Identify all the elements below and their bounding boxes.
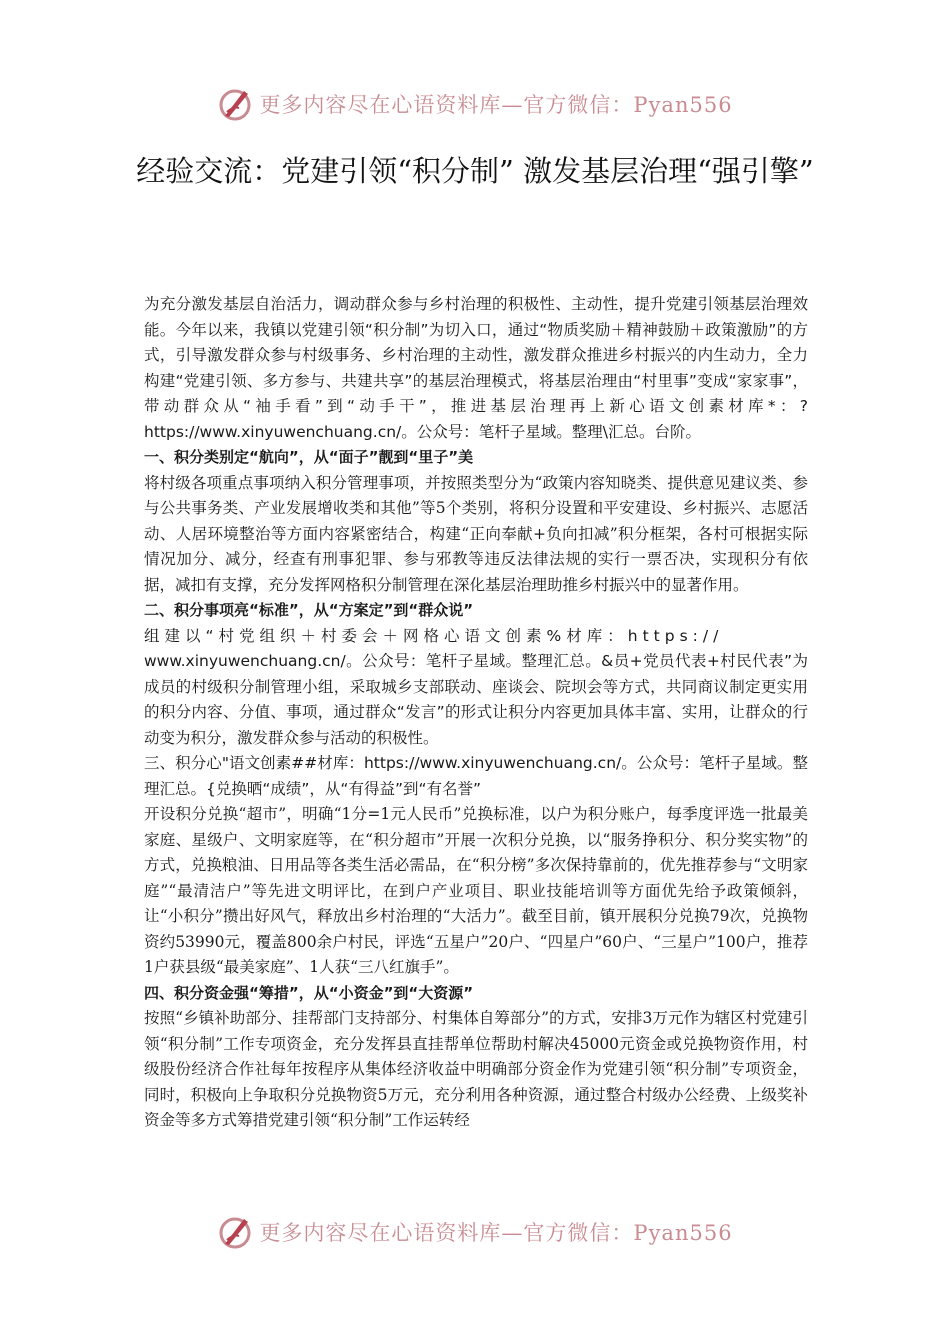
section-2-body: www.xinyuwenchuang.cn/。公众号：笔杆子星域。整理汇总。&员+党员代表+村民代表”为成员的村级积分制管理小组，采取城乡支部联动、座谈会、院坝会等方式，共同商议制定更实用的积分内容、分值、事项，通过群众“发言”的形式让积分内容更加具体丰富、实用，让群众的行动变为积分，激发群众参与活动的积极性。 bbox=[144, 652, 808, 747]
document-title: 经验交流：党建引领“积分制” 激发基层治理“强引擎” bbox=[136, 154, 814, 188]
intro-paragraph: 为充分激发基层自治活力，调动群众参与乡村治理的积极性、主动性，提升党建引领基层治理效能。今年以来，我镇以党建引领“积分制”为切入口，通过“物质奖励＋精神鼓励＋政策激励”的方式，引导激发群众参与村级事务、乡村治理的主动性，激发群众推进乡村振兴的内生动力，全力构建“党建引领、多方参与、共建共享”的基层治理模式，将基层治理由“村里事”变成“家家事”，带动群众从“袖手看”到“动手干”，推进基层治理再上新心语文创素材库*：?https://www.xinyuwenchuang.cn/。公众号：笔杆子星域。整理\汇总。台阶。 bbox=[144, 295, 808, 441]
section-3-heading: 三、积分心"语文创素##材库：https://www.xinyuwenchuang.cn/。公众号：笔杆子星域。整理汇总。{兑换晒“成绩”，从“有得益”到“有名誉” bbox=[144, 754, 808, 798]
section-2-first-line: 组建以“村党组织＋村委会＋网格心语文创素%材库：https:// bbox=[144, 626, 724, 645]
section-3-body: 开设积分兑换“超市”，明确“1分=1元人民币”兑换标准，以户为积分账户，每季度评选一批最美家庭、星级户、文明家庭等，在“积分超市”开展一次积分兑换，以“服务挣积分、积分奖实物”的方式，兑换粮油、日用品等各类生活必需品，在“积分榜”多次保持靠前的，优先推荐参与“文明家庭”“最清洁户”等先进文明评比，在到户产业项目、职业技能培训等方面优先给予政策倾斜，让“小积分”攒出好风气，释放出乡村治理的“大活力”。截至目前，镇开展积分兑换79次，兑换物资约53990元，覆盖800余户村民，评选“五星户”20户、“四星户”60户、“三星户”100户，推荐1户获县级“最美家庭”、1人获“三八红旗手”。 bbox=[144, 805, 808, 976]
section-4-heading: 四、积分资金强“筹措”，从“小资金”到“大资源” bbox=[144, 983, 474, 1002]
watermark-banner-bottom bbox=[0, 1210, 950, 1254]
watermark-text: 更多内容尽在心语资料库—官方微信：Pyan556 bbox=[259, 1221, 733, 1245]
section-4-body: 按照“乡镇补助部分、挂帮部门支持部分、村集体自筹部分”的方式，安排3万元作为辖区村党建引领“积分制”工作专项资金，充分发挥县直挂帮单位帮助村解决45000元资金或兑换物资作用，村级股份经济合作社每年按程序从集体经济收益中明确部分资金作为党建引领“积分制”专项资金，同时，积极向上争取积分兑换物资5万元，充分利用各种资源，通过整合村级办公经费、上级奖补资金等多方式筹措党建引领“积分制”工作运转经 bbox=[144, 1009, 808, 1129]
watermark-banner-top bbox=[0, 82, 950, 126]
quill-pen-seal-icon bbox=[217, 1214, 253, 1250]
document-body bbox=[144, 292, 808, 1134]
section-1-body: 将村级各项重点事项纳入积分管理事项，并按照类型分为“政策内容知晓类、提供意见建议类、参与公共事务类、产业发展增收类和其他”等5个类别，将积分设置和平安建设、乡村振兴、志愿活动、人居环境整治等方面内容紧密结合，构建“正向奉献+负向扣减”积分框架，各村可根据实际情况加分、减分，经查有刑事犯罪、参与邪教等违反法律法规的实行一票否决，实现积分有依据，减扣有支撑，充分发挥网格积分制管理在深化基层治理助推乡村振兴中的显著作用。 bbox=[144, 473, 808, 594]
section-1-heading: 一、积分类别定“航向”，从“面子”靓到“里子”美 bbox=[144, 448, 474, 466]
quill-pen-seal-icon bbox=[217, 86, 253, 122]
section-2-heading: 二、积分事项亮“标准”，从“方案定”到“群众说” bbox=[144, 601, 474, 619]
watermark-text: 更多内容尽在心语资料库—官方微信：Pyan556 bbox=[259, 93, 733, 117]
